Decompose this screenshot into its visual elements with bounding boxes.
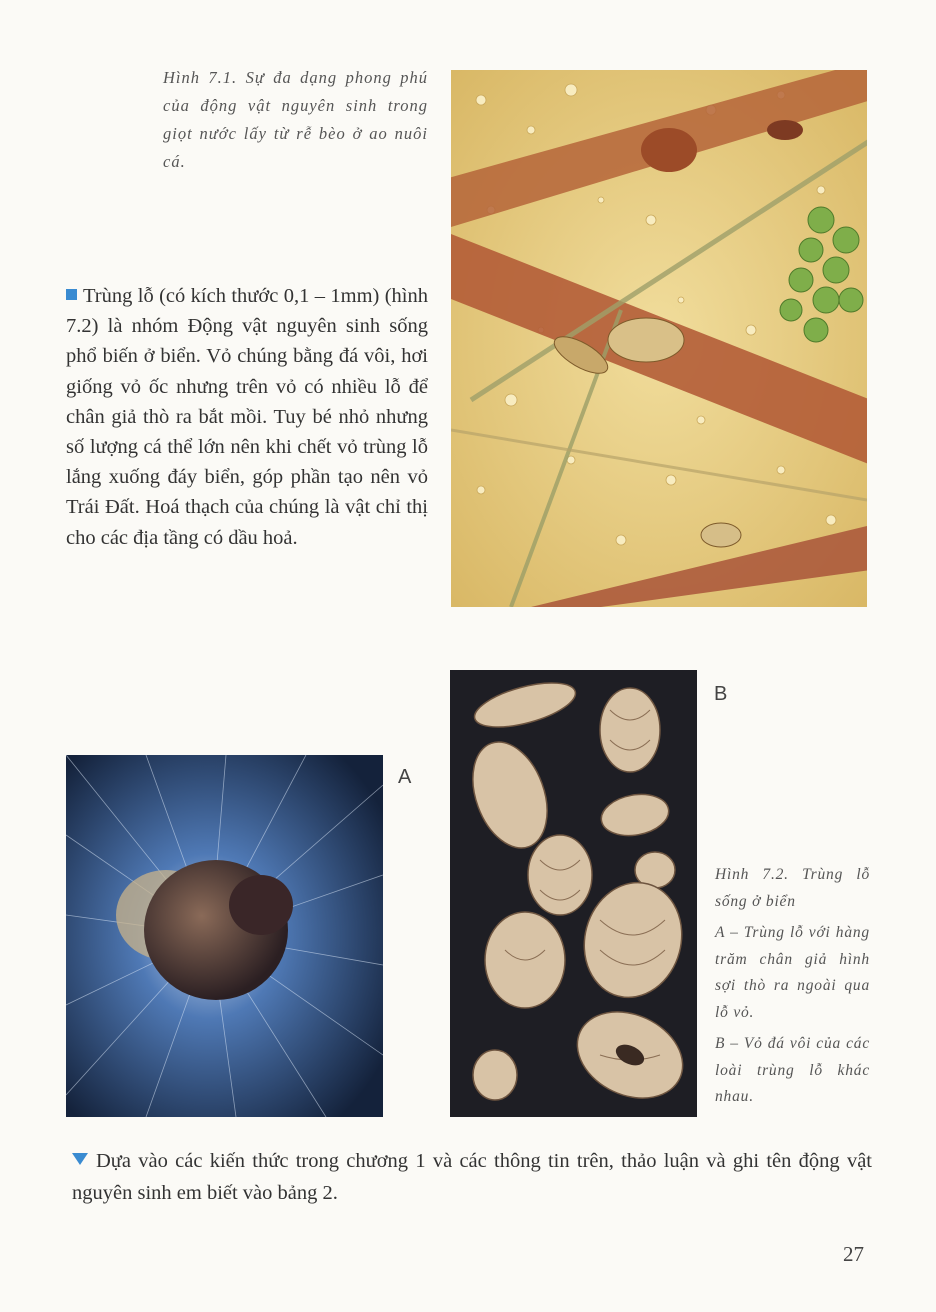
foraminifera-paragraph-text: Trùng lỗ (có kích thước 0,1 – 1mm) (hình 7.2) là nhóm Động vật nguyên sinh sống phổ biến ở biển. Vỏ chúng bằng đá vôi, hơi giống vỏ ốc nhưng trên vỏ có nhiều lỗ để chân giả thò ra bắt mồi. Tuy bé nhỏ nhưng số lượng cá thể lớn nên khi chết vỏ trùng lỗ lắng xuống đáy biển, góp phần tạo nên vỏ Trái Đất. Hoá thạch của chúng là vật chỉ thị cho các địa tầng có dầu hoả. <box>66 285 428 549</box>
figure-7-2-caption-b: B – Vỏ đá vôi của các loài trùng lỗ khác nhau. <box>715 1035 870 1105</box>
foraminifera-paragraph <box>66 281 428 553</box>
figure-7-2-caption-title: Hình 7.2. Trùng lỗ sống ở biển <box>715 866 870 910</box>
triangle-marker-icon <box>72 1153 88 1165</box>
figure-7-2b-shells-illustration <box>450 670 697 1117</box>
figure-7-2-label-a: A <box>398 766 412 788</box>
figure-7-1-caption: Hình 7.1. Sự đa dạng phong phú của động vật nguyên sinh trong giọt nước lấy từ rễ bèo ở ao nuôi cá. <box>163 68 428 171</box>
figure-7-2a-photo <box>66 755 383 1117</box>
page-number: 27 <box>843 1242 864 1266</box>
figure-7-2-caption-a: A – Trùng lỗ với hàng trăm chân giả hình sợi thò ra ngoài qua lỗ vỏ. <box>715 924 870 1021</box>
discussion-task-text: Dựa vào các kiến thức trong chương 1 và các thông tin trên, thảo luận và ghi tên động vật nguyên sinh em biết vào bảng 2. <box>72 1150 872 1204</box>
figure-7-1-illustration <box>451 70 867 607</box>
discussion-task <box>72 1145 872 1209</box>
figure-7-2-caption <box>715 862 870 1116</box>
square-bullet-icon <box>66 289 77 300</box>
figure-7-2-label-b: B <box>714 683 728 705</box>
